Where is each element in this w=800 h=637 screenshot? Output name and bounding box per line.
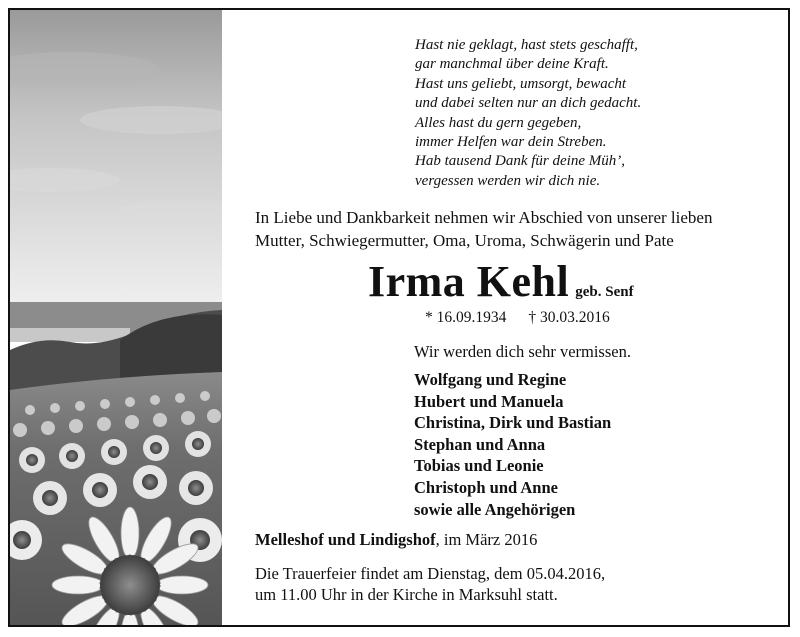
funeral-line: Die Trauerfeier findet am Dienstag, dem 05.04.2016, xyxy=(255,564,606,583)
farewell-intro xyxy=(255,206,712,252)
maiden-name: geb. Senf xyxy=(575,284,634,300)
mourner-entry: Hubert und Manuela xyxy=(414,391,564,411)
life-dates xyxy=(425,309,610,327)
poem-line: vergessen werden wir dich nie. xyxy=(415,172,601,189)
poem-line: Alles hast du gern gegeben, xyxy=(415,114,582,131)
place-and-date xyxy=(255,530,537,550)
mourner-entry: Wolfgang und Regine xyxy=(414,370,567,389)
death-date: † 30.03.2016 xyxy=(528,309,610,326)
obituary-frame xyxy=(8,8,790,627)
place-towns: Melleshof und Lindigshof xyxy=(255,530,436,549)
mourner-entry: Christina, Dirk und Bastian xyxy=(414,413,612,433)
poem-line: Hast uns geliebt, umsorgt, bewacht xyxy=(415,75,627,92)
deceased-name: Irma Kehl xyxy=(368,257,570,306)
birth-date: * 16.09.1934 xyxy=(425,309,507,326)
funeral-notice xyxy=(255,564,605,605)
mourner-entry: Tobias und Leonie xyxy=(414,456,544,476)
poem-line: und dabei selten nur an dich gedacht. xyxy=(415,95,642,112)
memorial-poem xyxy=(415,36,641,191)
mourner-entry: sowie alle Angehörigen xyxy=(414,499,576,519)
poem-line: Hab tausend Dank für deine Müh’, xyxy=(415,153,625,170)
mourner-entry: Christoph und Anne xyxy=(414,477,558,497)
funeral-line: um 11.00 Uhr in der Kirche in Marksuhl statt. xyxy=(255,584,558,604)
deceased-name-row xyxy=(368,256,634,307)
poem-line: gar manchmal über deine Kraft. xyxy=(415,56,609,73)
miss-text: Wir werden dich sehr vermissen. xyxy=(414,342,631,361)
poem-line: immer Helfen war dein Streben. xyxy=(415,134,607,151)
mourners-list xyxy=(414,369,611,520)
place-date: , im März 2016 xyxy=(435,530,538,549)
intro-line: In Liebe und Dankbarkeit nehmen wir Abschied von unserer lieben xyxy=(255,208,713,227)
poem-line: Hast nie geklagt, hast stets geschafft, xyxy=(415,37,638,53)
mourner-entry: Stephan und Anna xyxy=(414,434,546,454)
intro-line: Mutter, Schwiegermutter, Oma, Uroma, Schwägerin und Pate xyxy=(255,231,674,250)
